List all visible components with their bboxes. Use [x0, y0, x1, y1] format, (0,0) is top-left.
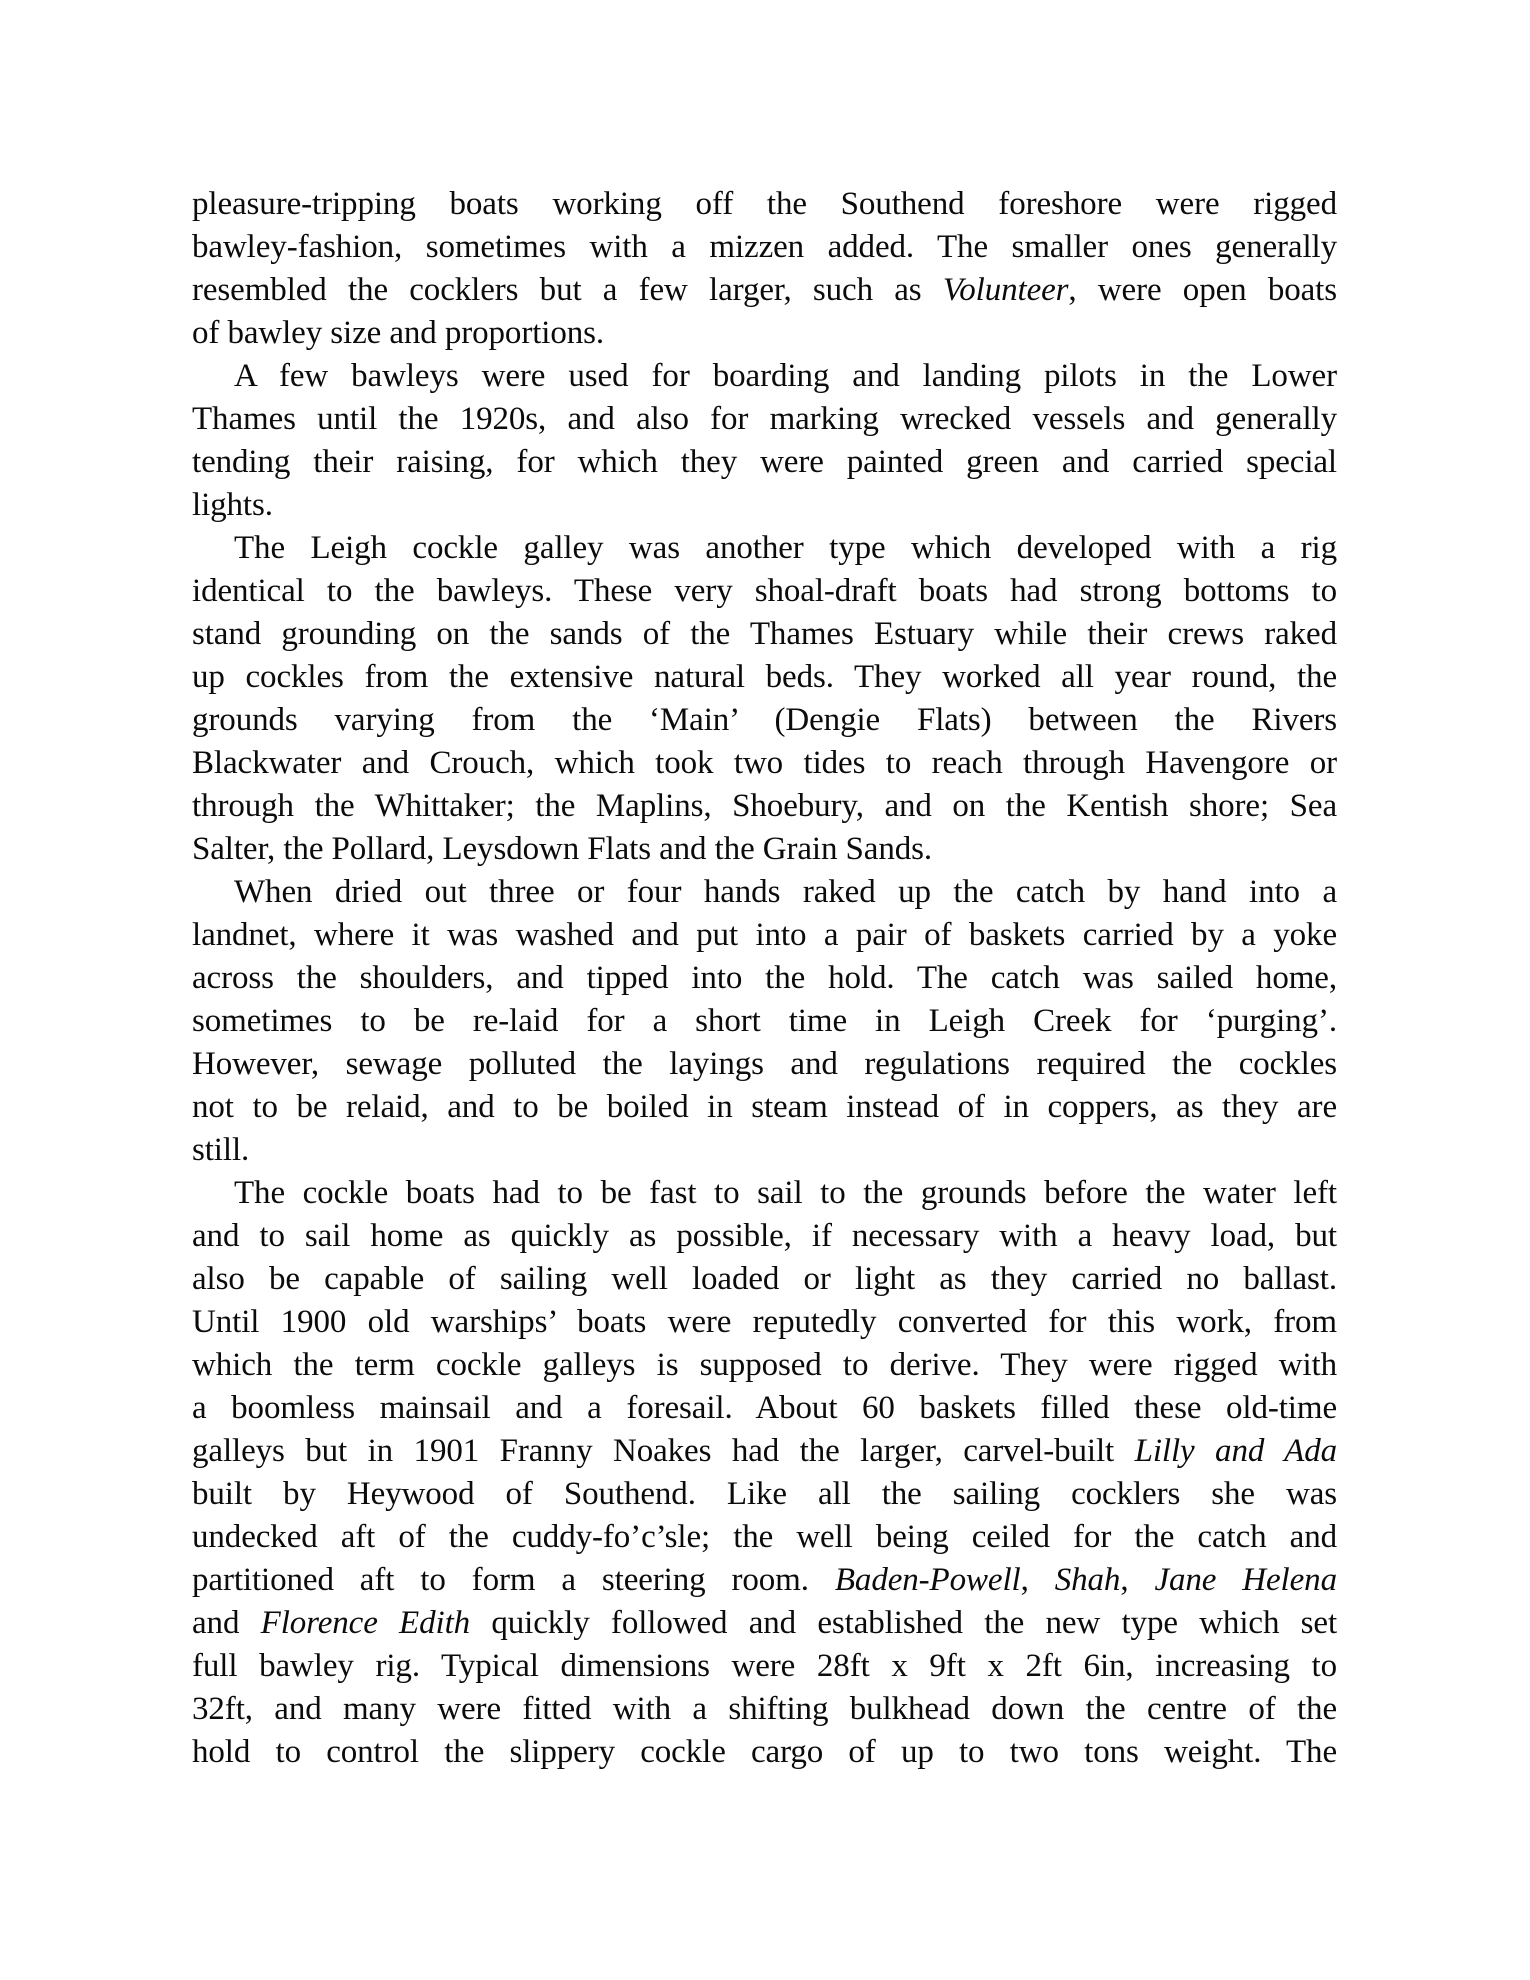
text-line	[192, 269, 1337, 312]
text-line	[192, 355, 1337, 398]
text-run: lights.	[192, 487, 273, 523]
text-run: sometimes to be re-laid for a short time in Leigh Creek for ‘purging’.	[192, 1003, 1337, 1039]
text-run: up cockles from the extensive natural beds. They worked all year round, the	[192, 659, 1337, 695]
text-line	[192, 1215, 1337, 1258]
text-line	[192, 914, 1337, 957]
text-line	[192, 1344, 1337, 1387]
text-line	[192, 484, 1337, 527]
text-line	[192, 226, 1337, 269]
text-run: identical to the bawleys. These very shoal-draft boats had strong bottoms to	[192, 573, 1337, 609]
text-line	[192, 871, 1337, 914]
text-run: The cockle boats had to be fast to sail to the grounds before the water left	[234, 1175, 1337, 1211]
text-run: landnet, where it was washed and put into a pair of baskets carried by a yoke	[192, 917, 1337, 953]
text-line	[192, 527, 1337, 570]
text-run: also be capable of sailing well loaded or light as they carried no ballast.	[192, 1261, 1337, 1297]
text-line	[192, 1129, 1337, 1172]
text-line	[192, 1043, 1337, 1086]
text-run: Until 1900 old warships’ boats were reputedly converted for this work, from	[192, 1304, 1337, 1340]
text-line	[192, 1172, 1337, 1215]
text-run: quickly followed and established the new type which set	[470, 1605, 1338, 1641]
vessel-name-italic: Lilly and Ada	[1134, 1433, 1337, 1469]
text-line	[192, 312, 1337, 355]
vessel-name-italic: Jane Helena	[1154, 1562, 1337, 1598]
text-line	[192, 1559, 1337, 1602]
text-run: 32ft, and many were fitted with a shifting bulkhead down the centre of the	[192, 1691, 1337, 1727]
vessel-name-italic: Florence Edith	[260, 1605, 471, 1641]
text-line	[192, 1258, 1337, 1301]
text-line	[192, 1430, 1337, 1473]
text-run: ,	[1120, 1562, 1155, 1598]
text-run: Thames until the 1920s, and also for marking wrecked vessels and generally	[192, 401, 1337, 437]
text-run: Blackwater and Crouch, which took two tides to reach through Havengore or	[192, 745, 1337, 781]
text-block	[192, 183, 1337, 1774]
text-run: of bawley size and proportions.	[192, 315, 605, 351]
text-run: pleasure-tripping boats working off the Southend foreshore were rigged	[192, 186, 1337, 222]
text-line	[192, 785, 1337, 828]
text-run: galleys but in 1901 Franny Noakes had the larger, carvel-built	[192, 1433, 1135, 1469]
text-line	[192, 699, 1337, 742]
text-run: ,	[1020, 1562, 1055, 1598]
text-line	[192, 1731, 1337, 1774]
vessel-name-italic: Shah	[1054, 1562, 1121, 1598]
text-line	[192, 183, 1337, 226]
text-run: A few bawleys were used for boarding and landing pilots in the Lower	[234, 358, 1337, 394]
text-run: not to be relaid, and to be boiled in steam instead of in coppers, as they are	[192, 1089, 1337, 1125]
text-run: across the shoulders, and tipped into the hold. The catch was sailed home,	[192, 960, 1337, 996]
text-run: undecked aft of the cuddy-fo’c’sle; the well being ceiled for the catch and	[192, 1519, 1337, 1555]
text-line	[192, 613, 1337, 656]
text-run: through the Whittaker; the Maplins, Shoebury, and on the Kentish shore; Sea	[192, 788, 1337, 824]
text-line	[192, 1301, 1337, 1344]
text-run: , were open boats	[1068, 272, 1337, 308]
vessel-name-italic: Baden-Powell	[834, 1562, 1021, 1598]
text-run: When dried out three or four hands raked up the catch by hand into a	[234, 874, 1337, 910]
text-run: stand grounding on the sands of the Thames Estuary while their crews raked	[192, 616, 1337, 652]
text-run: resembled the cocklers but a few larger, such as	[192, 272, 943, 308]
text-run: The Leigh cockle galley was another type which developed with a rig	[234, 530, 1337, 566]
text-line	[192, 1645, 1337, 1688]
text-run: Salter, the Pollard, Leysdown Flats and the Grain Sands.	[192, 831, 933, 867]
text-run: tending their raising, for which they were painted green and carried special	[192, 444, 1337, 480]
text-line	[192, 1602, 1337, 1645]
text-run: partitioned aft to form a steering room.	[192, 1562, 835, 1598]
text-line	[192, 1086, 1337, 1129]
text-line	[192, 1473, 1337, 1516]
text-run: still.	[192, 1132, 250, 1168]
text-run: grounds varying from the ‘Main’ (Dengie Flats) between the Rivers	[192, 702, 1337, 738]
text-line	[192, 1516, 1337, 1559]
text-line	[192, 1688, 1337, 1731]
text-line	[192, 398, 1337, 441]
text-run: hold to control the slippery cockle cargo of up to two tons weight. The	[192, 1734, 1337, 1770]
text-line	[192, 570, 1337, 613]
text-run: bawley-fashion, sometimes with a mizzen added. The smaller ones generally	[192, 229, 1337, 265]
text-run: However, sewage polluted the layings and regulations required the cockles	[192, 1046, 1337, 1082]
text-line	[192, 957, 1337, 1000]
text-line	[192, 1387, 1337, 1430]
text-run: built by Heywood of Southend. Like all the sailing cocklers she was	[192, 1476, 1337, 1512]
text-line	[192, 656, 1337, 699]
text-run: full bawley rig. Typical dimensions were 28ft x 9ft x 2ft 6in, increasing to	[192, 1648, 1337, 1684]
text-line	[192, 828, 1337, 871]
text-run: a boomless mainsail and a foresail. About 60 baskets filled these old-time	[192, 1390, 1337, 1426]
text-line	[192, 742, 1337, 785]
text-run: and	[192, 1605, 261, 1641]
text-run: which the term cockle galleys is supposed to derive. They were rigged with	[192, 1347, 1337, 1383]
text-line	[192, 1000, 1337, 1043]
text-line	[192, 441, 1337, 484]
text-run: and to sail home as quickly as possible, if necessary with a heavy load, but	[192, 1218, 1337, 1254]
vessel-name-italic: Volunteer	[942, 272, 1069, 308]
